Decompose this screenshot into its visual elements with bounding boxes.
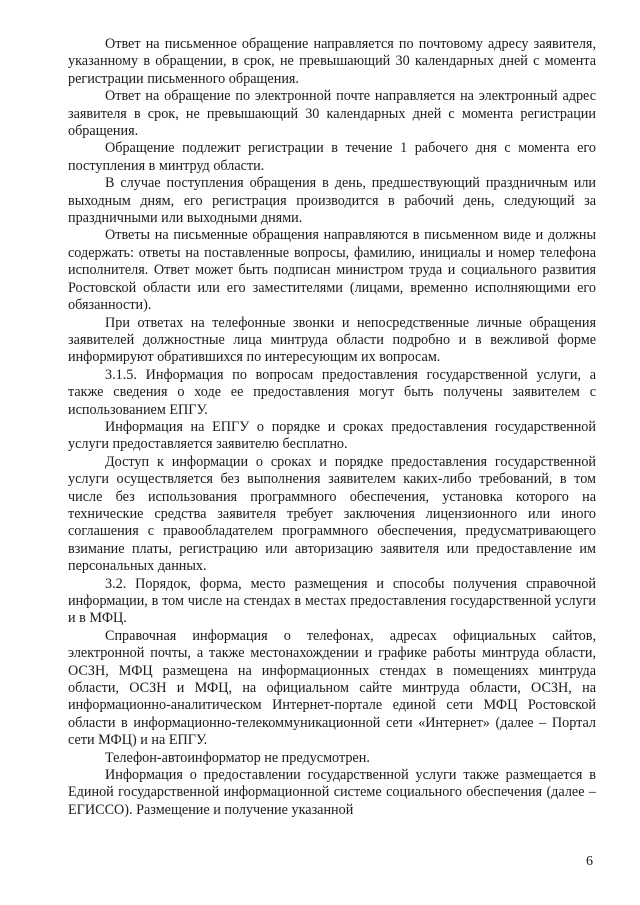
paragraph-epgu-free: Информация на ЕПГУ о порядке и сроках предоставления государственной услуги предоставляется заявителю бесплатно. — [68, 418, 596, 453]
paragraph-section-3-1-5: 3.1.5. Информация по вопросам предоставления государственной услуги, а также сведения о ходе ее предоставления могут быть получены заявителем с использованием ЕПГУ. — [68, 366, 596, 418]
paragraph-registration-term: Обращение подлежит регистрации в течение 1 рабочего дня с момента его поступления в минтруд области. — [68, 140, 596, 174]
paragraph-section-3-2: 3.2. Порядок, форма, место размещения и способы получения справочной информации, в том числе на стендах в местах предоставления государственной услуги и в МФЦ. — [68, 575, 596, 627]
paragraph-egisso: Информация о предоставлении государственной услуги также размещается в Единой государственной информационной системе социального обеспечения (далее – ЕГИССО). Размещение и получение указанной — [68, 767, 596, 818]
paragraph-response-content: Ответы на письменные обращения направляются в письменном виде и должны содержать: ответы на поставленные вопросы, фамилию, инициалы и номер телефона исполнителя. Ответ может быть подписан министром труда и социального развития Ростовской области или его заместителями (лицами, временно исполняющими его обязанности). — [68, 227, 596, 314]
document-body — [68, 36, 596, 819]
paragraph-reference-info: Справочная информация о телефонах, адресах официальных сайтов, электронной почты, а также местонахождении и графике работы минтруда области, ОСЗН, МФЦ размещена на информационных стендах в помещениях минтруда области, ОСЗН и МФЦ, на официальном сайте минтруда области, ОСЗН, на информационно-аналитическом Интернет-портале единой сети МФЦ Ростовской области в информационно-телекоммуникационной сети «Интернет» (далее – Портал сети МФЦ) и на ЕПГУ. — [68, 627, 596, 749]
paragraph-email-response: Ответ на обращение по электронной почте направляется на электронный адрес заявителя в срок, не превышающий 30 календарных дней с момента регистрации обращения. — [68, 88, 596, 140]
paragraph-autoinformer: Телефон-автоинформатор не предусмотрен. — [105, 749, 370, 766]
paragraph-access-conditions: Доступ к информации о сроках и порядке предоставления государственной услуги осуществляется без выполнения заявителем каких-либо требований, в том числе без использования программного обеспечения, установка которого на технические средства заявителя требует заключения лицензионного или иного соглашения с правообладателем программного обеспечения, предусматривающего взимание платы, регистрацию или авторизацию заявителя или предоставление им персональных данных. — [68, 453, 596, 575]
page-number: 6 — [586, 854, 593, 869]
paragraph-phone-calls: При ответах на телефонные звонки и непосредственные личные обращения заявителей должностные лица минтруда области подробно и в вежливой форме информируют обратившихся по интересующим их вопросам. — [68, 314, 596, 366]
paragraph-written-response: Ответ на письменное обращение направляется по почтовому адресу заявителя, указанному в обращении, в срок, не превышающий 30 календарных дней с момента регистрации письменного обращения. — [68, 36, 596, 87]
paragraph-holiday-registration: В случае поступления обращения в день, предшествующий праздничным или выходным дням, его регистрация производится в рабочий день, следующий за праздничными или выходными днями. — [68, 175, 596, 227]
